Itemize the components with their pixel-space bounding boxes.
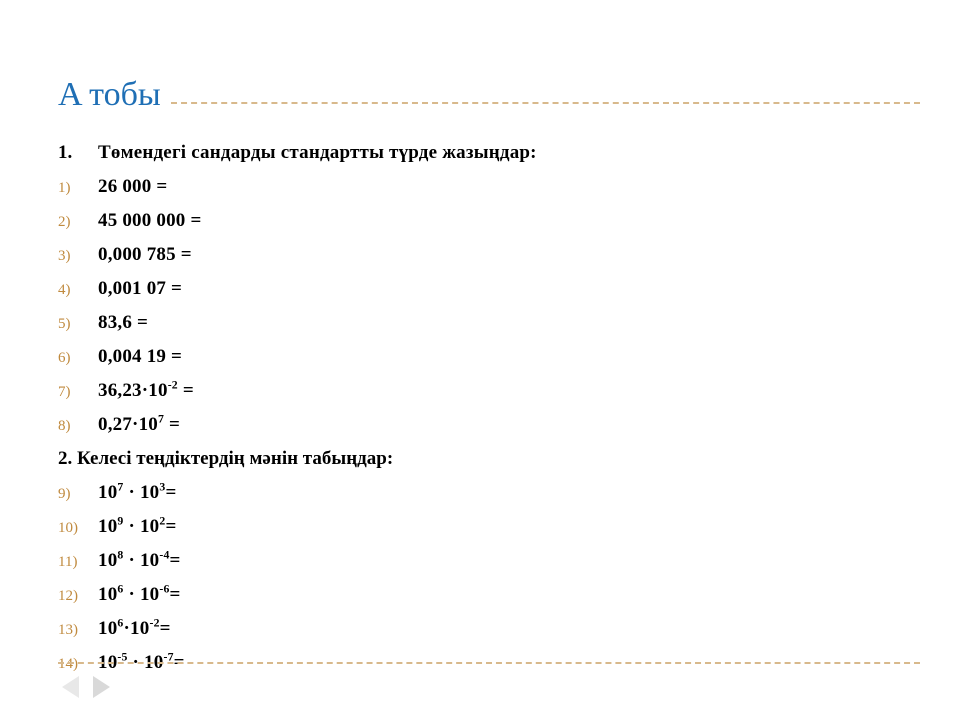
section-2-heading bbox=[58, 448, 920, 476]
list-item-text bbox=[98, 516, 176, 538]
list-item-number: 11) bbox=[58, 554, 78, 570]
list-item-text bbox=[98, 550, 181, 572]
list-item-operator: · bbox=[127, 652, 145, 673]
content-body bbox=[58, 142, 920, 686]
list-item-base-2: 10 bbox=[144, 652, 164, 673]
list-item-exponent-1: -5 bbox=[117, 650, 128, 664]
list-item bbox=[58, 482, 920, 510]
list-item-number: 13) bbox=[58, 622, 78, 638]
list-item-text bbox=[98, 414, 180, 436]
list-item-text bbox=[98, 618, 171, 640]
list-item-exponent-2: 3 bbox=[159, 480, 166, 494]
list-item-tail: = bbox=[165, 482, 177, 503]
list-item bbox=[58, 312, 920, 340]
list-item-base-2: 10 bbox=[139, 584, 160, 605]
list-item-operator: · bbox=[123, 550, 140, 571]
list-item-base-1: 10 bbox=[98, 516, 118, 537]
list-item-number: 2) bbox=[58, 214, 71, 230]
list-item-exponent-2: -4 bbox=[159, 548, 170, 562]
list-item-exponent-2: -2 bbox=[149, 616, 160, 630]
list-item bbox=[58, 414, 920, 442]
list-item bbox=[58, 176, 920, 204]
list-item-number: 3) bbox=[58, 248, 71, 264]
list-item-base-2: 10 bbox=[139, 550, 160, 571]
list-item-number: 6) bbox=[58, 350, 71, 366]
list-item bbox=[58, 516, 920, 544]
list-item bbox=[58, 210, 920, 238]
list-item-text: 26 000 = bbox=[98, 176, 168, 197]
list-item-base: 0,27·10 bbox=[98, 414, 158, 435]
list-item-exponent-1: 6 bbox=[117, 582, 124, 596]
list-item-operator: · bbox=[123, 482, 140, 503]
list-item bbox=[58, 380, 920, 408]
list-item-exponent-1: 9 bbox=[117, 514, 124, 528]
list-item-exponent-2: 2 bbox=[159, 514, 166, 528]
footer-divider bbox=[58, 662, 920, 664]
list-item-number: 12) bbox=[58, 588, 78, 604]
list-item-tail: = bbox=[169, 550, 181, 571]
slide-navigation bbox=[62, 676, 110, 698]
list-item-number: 1) bbox=[58, 180, 71, 196]
list-item bbox=[58, 618, 920, 646]
list-item-base-2: 10 bbox=[130, 618, 150, 639]
list-item-text: 0,004 19 = bbox=[98, 346, 183, 367]
list-item-base-1: 10 bbox=[98, 550, 118, 571]
list-item-text: 45 000 000 = bbox=[98, 210, 202, 231]
list-item-number: 14) bbox=[58, 656, 78, 672]
list-item-tail: = bbox=[165, 516, 177, 537]
list-item-operator: · bbox=[123, 516, 140, 537]
list-item-number: 5) bbox=[58, 316, 71, 332]
list-item-tail: = bbox=[169, 584, 181, 605]
section-2-heading-text: 2. Келесі теңдіктердің мәнін табыңдар: bbox=[58, 448, 394, 469]
list-item-base-1: 10 bbox=[98, 652, 118, 673]
list-item bbox=[58, 346, 920, 374]
list-item-base: 36,23·10 bbox=[98, 380, 168, 401]
list-item-tail: = bbox=[173, 652, 185, 673]
title-row bbox=[58, 78, 920, 114]
list-item-text bbox=[98, 380, 194, 402]
list-item-operator: · bbox=[123, 584, 140, 605]
list-item-exponent: 7 bbox=[158, 412, 165, 426]
title-divider bbox=[171, 102, 920, 104]
list-item-base-2: 10 bbox=[139, 482, 160, 503]
section-1-heading bbox=[58, 142, 920, 170]
list-item-exponent-1: 6 bbox=[117, 616, 124, 630]
list-item-text bbox=[98, 482, 176, 504]
list-item-text: 0,000 785 = bbox=[98, 244, 192, 265]
section-1-heading-text: Төмендегі сандарды стандартты түрде жазыңдар: bbox=[98, 142, 537, 163]
page-title: A тобы bbox=[58, 76, 161, 113]
list-item-exponent-1: 7 bbox=[117, 480, 124, 494]
list-item bbox=[58, 550, 920, 578]
list-item-text: 0,001 07 = bbox=[98, 278, 183, 299]
list-item bbox=[58, 244, 920, 272]
list-item-base-2: 10 bbox=[139, 516, 160, 537]
list-item-number: 9) bbox=[58, 486, 71, 502]
list-item-exponent-1: 8 bbox=[117, 548, 124, 562]
list-item-exponent-2: -6 bbox=[159, 582, 170, 596]
list-item-tail: = bbox=[164, 414, 181, 435]
list-item-base-1: 10 bbox=[98, 618, 118, 639]
list-item-operator: · bbox=[123, 618, 131, 639]
list-item bbox=[58, 278, 920, 306]
list-item-tail: = bbox=[177, 380, 194, 401]
list-item-number: 8) bbox=[58, 418, 71, 434]
list-item bbox=[58, 584, 920, 612]
list-item-base-1: 10 bbox=[98, 482, 118, 503]
list-item-base-1: 10 bbox=[98, 584, 118, 605]
list-item-number: 4) bbox=[58, 282, 71, 298]
previous-slide-arrow-icon[interactable] bbox=[62, 676, 79, 698]
list-item-number: 7) bbox=[58, 384, 71, 400]
section-1-number: 1. bbox=[58, 142, 73, 163]
list-item-number: 10) bbox=[58, 520, 78, 536]
list-item bbox=[58, 652, 920, 680]
list-item-exponent-2: -7 bbox=[163, 650, 174, 664]
list-item-text bbox=[98, 584, 181, 606]
list-item-text: 83,6 = bbox=[98, 312, 149, 333]
next-slide-arrow-icon[interactable] bbox=[93, 676, 110, 698]
list-item-exponent: -2 bbox=[167, 378, 178, 392]
list-item-tail: = bbox=[159, 618, 171, 639]
